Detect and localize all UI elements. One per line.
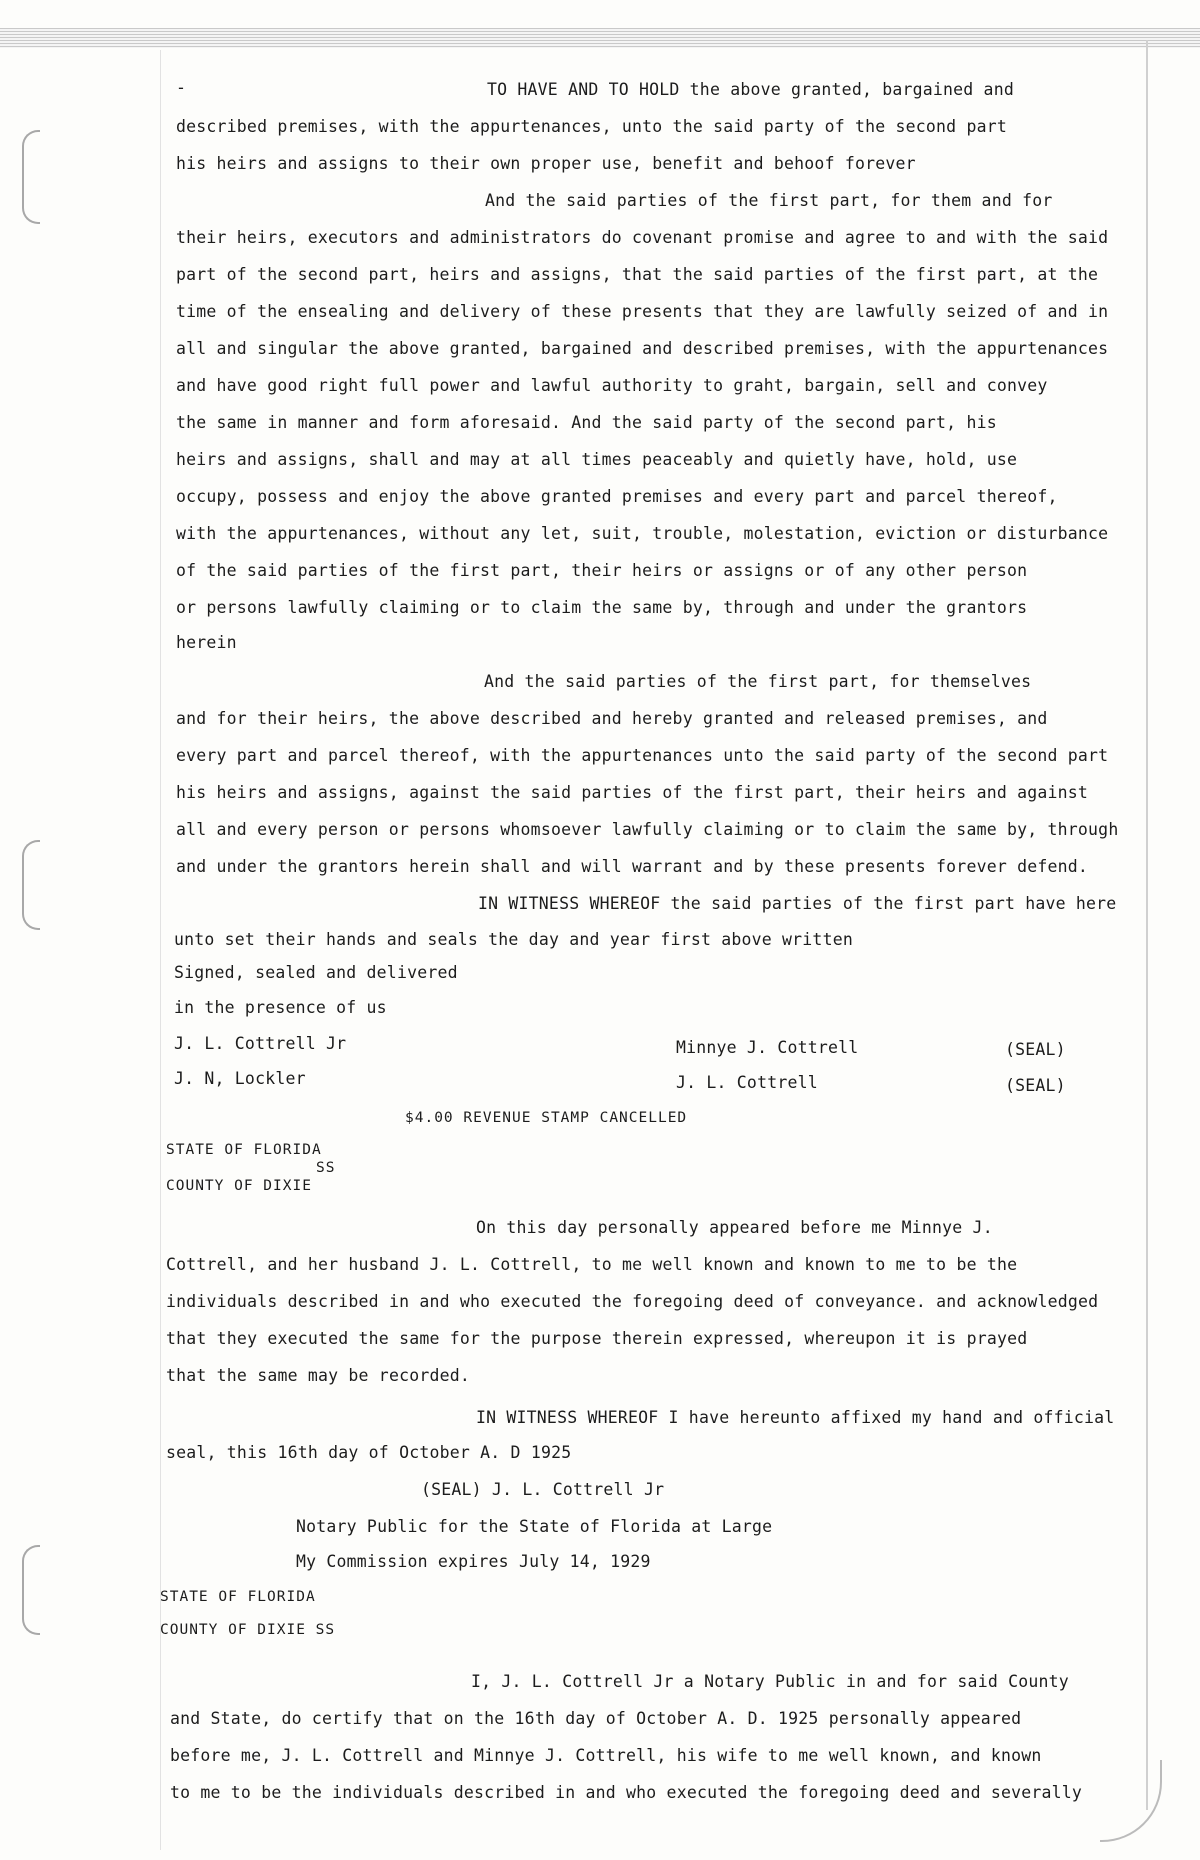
grantor-signature: Minnye J. Cottrell (676, 1038, 859, 1057)
notary-seal-line: (SEAL) J. L. Cottrell Jr (421, 1480, 665, 1499)
county-heading: COUNTY OF DIXIE SS (160, 1622, 336, 1638)
text-line: his heirs and assigns, against the said parties of the first part, their heirs and against (176, 783, 1089, 802)
text-line: described premises, with the appurtenances, unto the said party of the second part (176, 117, 1007, 136)
notary-title-line: Notary Public for the State of Florida at Large (296, 1517, 773, 1536)
presence-line: in the presence of us (174, 998, 387, 1017)
text-line: Cottrell, and her husband J. L. Cottrell, to me well known and known to me to be the (166, 1255, 1018, 1274)
margin-line (160, 50, 161, 1850)
text-line: or persons lawfully claiming or to claim the same by, through and under the grantors (176, 598, 1028, 617)
page-edge (1146, 40, 1148, 1810)
text-line: and under the grantors herein shall and will warrant and by these presents forever defend. (176, 857, 1089, 876)
text-line: I, J. L. Cottrell Jr a Notary Public in and for said County (471, 1672, 1069, 1691)
dash-mark: - (176, 78, 187, 97)
state-heading: STATE OF FLORIDA (166, 1142, 322, 1158)
witness-name: J. L. Cottrell Jr (174, 1034, 347, 1053)
text-line: all and every person or persons whomsoever lawfully claiming or to claim the same by, through (176, 820, 1119, 839)
text-line: the same in manner and form aforesaid. And the said party of the second part, his (176, 413, 997, 432)
text-line: his heirs and assigns to their own proper use, benefit and behoof forever (176, 154, 916, 173)
text-line: herein (176, 633, 237, 652)
text-line: IN WITNESS WHEREOF I have hereunto affixed my hand and official (476, 1408, 1115, 1427)
text-line: And the said parties of the first part, for themselves (484, 672, 1032, 691)
text-line: with the appurtenances, without any let, suit, trouble, molestation, eviction or disturbance (176, 524, 1109, 543)
text-line: and have good right full power and lawful authority to graht, bargain, sell and convey (176, 376, 1048, 395)
text-line: every part and parcel thereof, with the appurtenances unto the said party of the second part (176, 746, 1109, 765)
text-line: to me to be the individuals described in and who executed the foregoing deed and severally (170, 1783, 1083, 1802)
text-line: that the same may be recorded. (166, 1366, 471, 1385)
text-line: before me, J. L. Cottrell and Minnye J. Cottrell, his wife to me well known, and known (170, 1746, 1042, 1765)
text-line: heirs and assigns, shall and may at all times peaceably and quietly have, hold, use (176, 450, 1018, 469)
text-line: And the said parties of the first part, for them and for (485, 191, 1053, 210)
commission-line: My Commission expires July 14, 1929 (296, 1552, 651, 1571)
revenue-stamp-line: $4.00 REVENUE STAMP CANCELLED (405, 1110, 688, 1126)
grantor-signature: J. L. Cottrell (676, 1073, 818, 1092)
text-line: occupy, possess and enjoy the above granted premises and every part and parcel thereof, (176, 487, 1058, 506)
text-line: and for their heirs, the above described and hereby granted and released premises, and (176, 709, 1048, 728)
text-line: seal, this 16th day of October A. D 1925 (166, 1443, 572, 1462)
text-line: of the said parties of the first part, their heirs or assigns or of any other person (176, 561, 1028, 580)
text-line: part of the second part, heirs and assigns, that the said parties of the first part, at the (176, 265, 1099, 284)
text-line: all and singular the above granted, bargained and described premises, with the appurtenances (176, 339, 1109, 358)
seal-label: (SEAL) (1005, 1040, 1066, 1059)
witness-name: J. N, Lockler (174, 1069, 306, 1088)
state-heading: STATE OF FLORIDA (160, 1589, 316, 1605)
binding-bracket-icon (22, 1545, 40, 1635)
ss-mark: SS (316, 1160, 336, 1176)
page-curl (1100, 1760, 1162, 1842)
text-line: their heirs, executors and administrators do covenant promise and agree to and with the said (176, 228, 1109, 247)
text-line: On this day personally appeared before me Minnye J. (476, 1218, 993, 1237)
county-heading: COUNTY OF DIXIE (166, 1178, 312, 1194)
text-line: that they executed the same for the purpose therein expressed, whereupon it is prayed (166, 1329, 1028, 1348)
binding-bracket-icon (22, 840, 40, 930)
text-line: TO HAVE AND TO HOLD the above granted, bargained and (487, 80, 1014, 99)
seal-label: (SEAL) (1005, 1076, 1066, 1095)
text-line: individuals described in and who executed the foregoing deed of conveyance. and acknowledged (166, 1292, 1099, 1311)
binding-bracket-icon (22, 130, 40, 224)
signed-sealed-line: Signed, sealed and delivered (174, 963, 458, 982)
text-line: IN WITNESS WHEREOF the said parties of the first part have here (478, 894, 1117, 913)
text-line: time of the ensealing and delivery of these presents that they are lawfully seized of and in (176, 302, 1109, 321)
text-line: unto set their hands and seals the day and year first above written (174, 930, 853, 949)
text-line: and State, do certify that on the 16th day of October A. D. 1925 personally appeared (170, 1709, 1022, 1728)
top-rule (0, 28, 1200, 48)
